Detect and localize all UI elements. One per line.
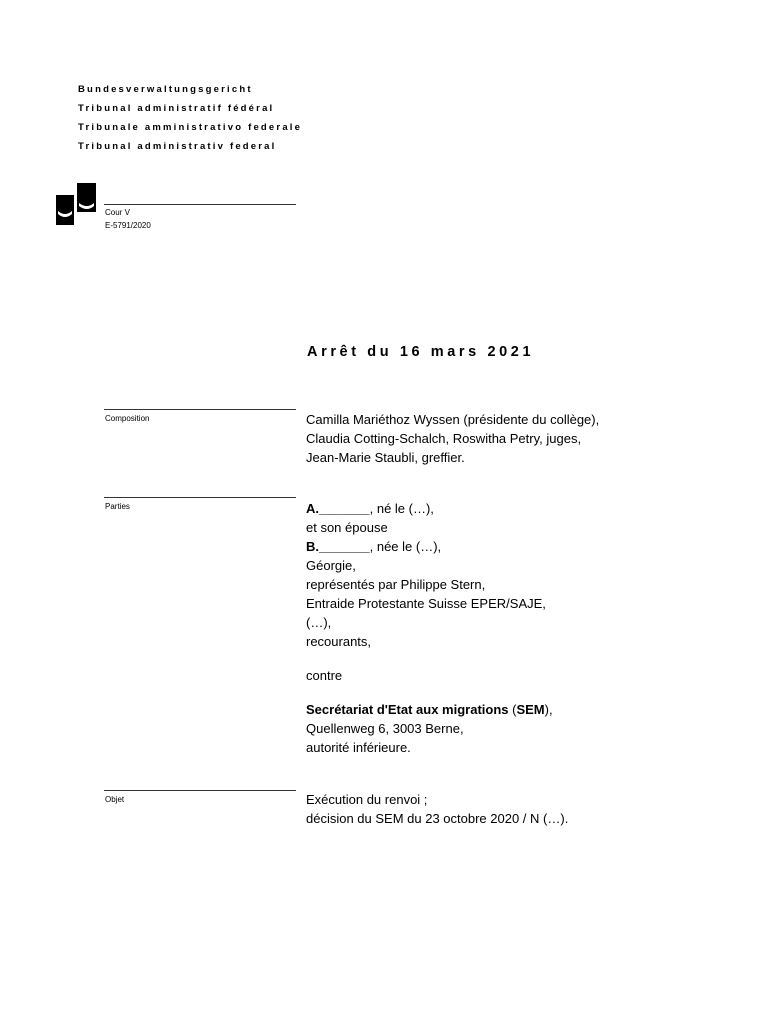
parties-label: Parties bbox=[105, 502, 130, 511]
authority-name: Secrétariat d'Etat aux migrations bbox=[306, 702, 509, 717]
spouse-line: et son épouse bbox=[306, 520, 388, 535]
party-line: Géorgie, bbox=[306, 558, 356, 573]
party-a-details: , né le (…), bbox=[369, 501, 434, 516]
composition-label: Composition bbox=[105, 414, 150, 423]
division-label: Cour V bbox=[105, 208, 130, 217]
party-line: (…), bbox=[306, 615, 332, 630]
party-a-name: A._______ bbox=[306, 501, 370, 516]
party-line: représentés par Philippe Stern, bbox=[306, 577, 486, 592]
party-line: Entraide Protestante Suisse EPER/SAJE, bbox=[306, 596, 546, 611]
court-name-fr: Tribunal administratif fédéral bbox=[78, 103, 275, 114]
authority-open: ( bbox=[508, 702, 517, 717]
composition-line: Claudia Cotting-Schalch, Roswitha Petry, juges, bbox=[306, 431, 582, 446]
authority-close: ), bbox=[544, 702, 553, 717]
party-b-details: , née le (…), bbox=[369, 539, 442, 554]
party-b-line bbox=[306, 537, 553, 556]
party-b-name: B._______ bbox=[306, 539, 370, 554]
parties-block bbox=[306, 499, 553, 757]
parties-rule bbox=[104, 497, 296, 498]
composition-line: Jean-Marie Staubli, greffier. bbox=[306, 450, 465, 465]
header-rule bbox=[104, 204, 296, 205]
court-name-it: Tribunale amministrativo federale bbox=[78, 122, 303, 133]
court-name-de: Bundesverwaltungsgericht bbox=[78, 84, 253, 95]
objet-line: décision du SEM du 23 octobre 2020 / N (…). bbox=[306, 811, 569, 826]
judgment-title: Arrêt du 16 mars 2021 bbox=[307, 344, 535, 360]
case-number: E-5791/2020 bbox=[105, 221, 151, 230]
composition-line: Camilla Mariéthoz Wyssen (présidente du collège), bbox=[306, 412, 600, 427]
objet-rule bbox=[104, 790, 296, 791]
objet-label: Objet bbox=[105, 795, 125, 804]
objet-line: Exécution du renvoi ; bbox=[306, 792, 428, 807]
authority-address: Quellenweg 6, 3003 Berne, bbox=[306, 721, 464, 736]
party-line: recourants, bbox=[306, 634, 372, 649]
objet-block bbox=[306, 790, 568, 828]
authority-line bbox=[306, 700, 553, 719]
authority-abbr: SEM bbox=[516, 702, 545, 717]
court-name-rm: Tribunal administrativ federal bbox=[78, 141, 277, 152]
authority-role: autorité inférieure. bbox=[306, 740, 411, 755]
composition-rule bbox=[104, 409, 296, 410]
contre-label: contre bbox=[306, 668, 343, 683]
court-names bbox=[78, 80, 302, 156]
court-logo-icon bbox=[56, 183, 96, 225]
composition-block bbox=[306, 410, 599, 467]
party-a-line bbox=[306, 499, 553, 518]
